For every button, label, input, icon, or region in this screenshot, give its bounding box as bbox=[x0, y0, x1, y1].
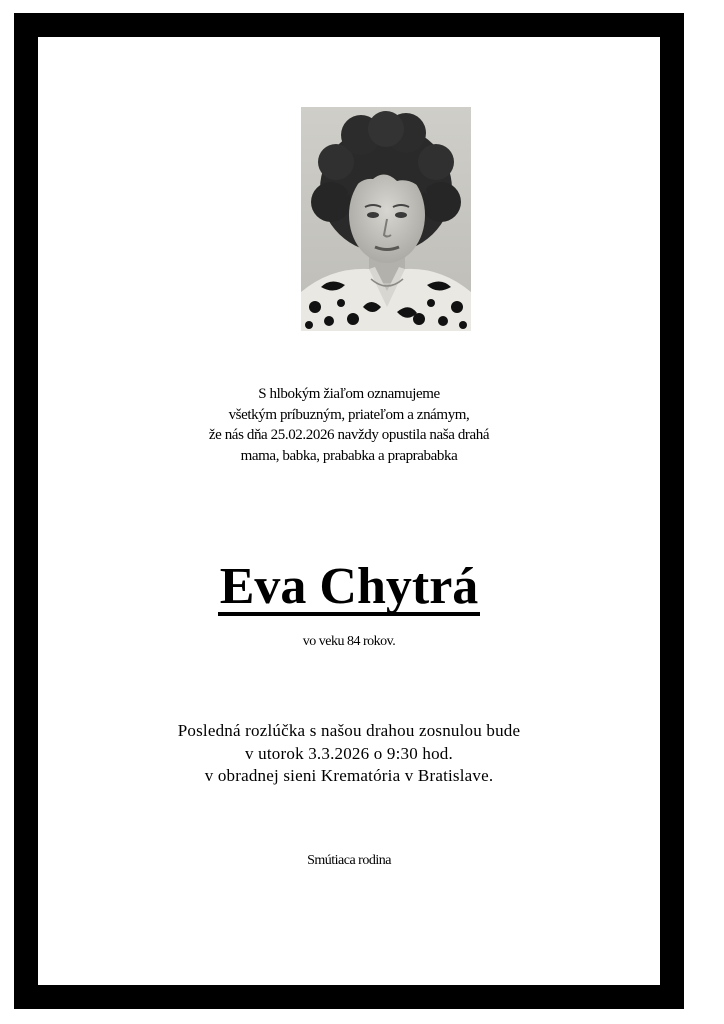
portrait-photo bbox=[301, 107, 471, 331]
farewell-line: v utorok 3.3.2026 o 9:30 hod. bbox=[245, 743, 453, 763]
deceased-name bbox=[38, 559, 660, 616]
farewell-details bbox=[38, 720, 660, 788]
intro-line: S hlbokým žiaľom oznamujeme bbox=[258, 386, 440, 402]
signature: Smútiaca rodina bbox=[307, 853, 391, 868]
intro-line: že nás dňa 25.02.2026 navždy opustila naša drahá bbox=[208, 427, 490, 443]
intro-line: všetkým príbuzným, priateľom a známym, bbox=[228, 406, 470, 423]
portrait-icon bbox=[301, 107, 471, 331]
deceased-name-text: Eva Chytrá bbox=[219, 558, 479, 615]
announcement-text bbox=[38, 384, 660, 466]
intro-line: mama, babka, prababka a praprababka bbox=[240, 447, 458, 464]
age-text: vo veku 84 rokov. bbox=[302, 634, 396, 649]
obituary-frame bbox=[14, 13, 684, 1009]
farewell-line: Posledná rozlúčka s našou drahou zosnulou bude bbox=[177, 721, 521, 740]
farewell-line: v obradnej sieni Krematória v Bratislave. bbox=[204, 766, 494, 785]
